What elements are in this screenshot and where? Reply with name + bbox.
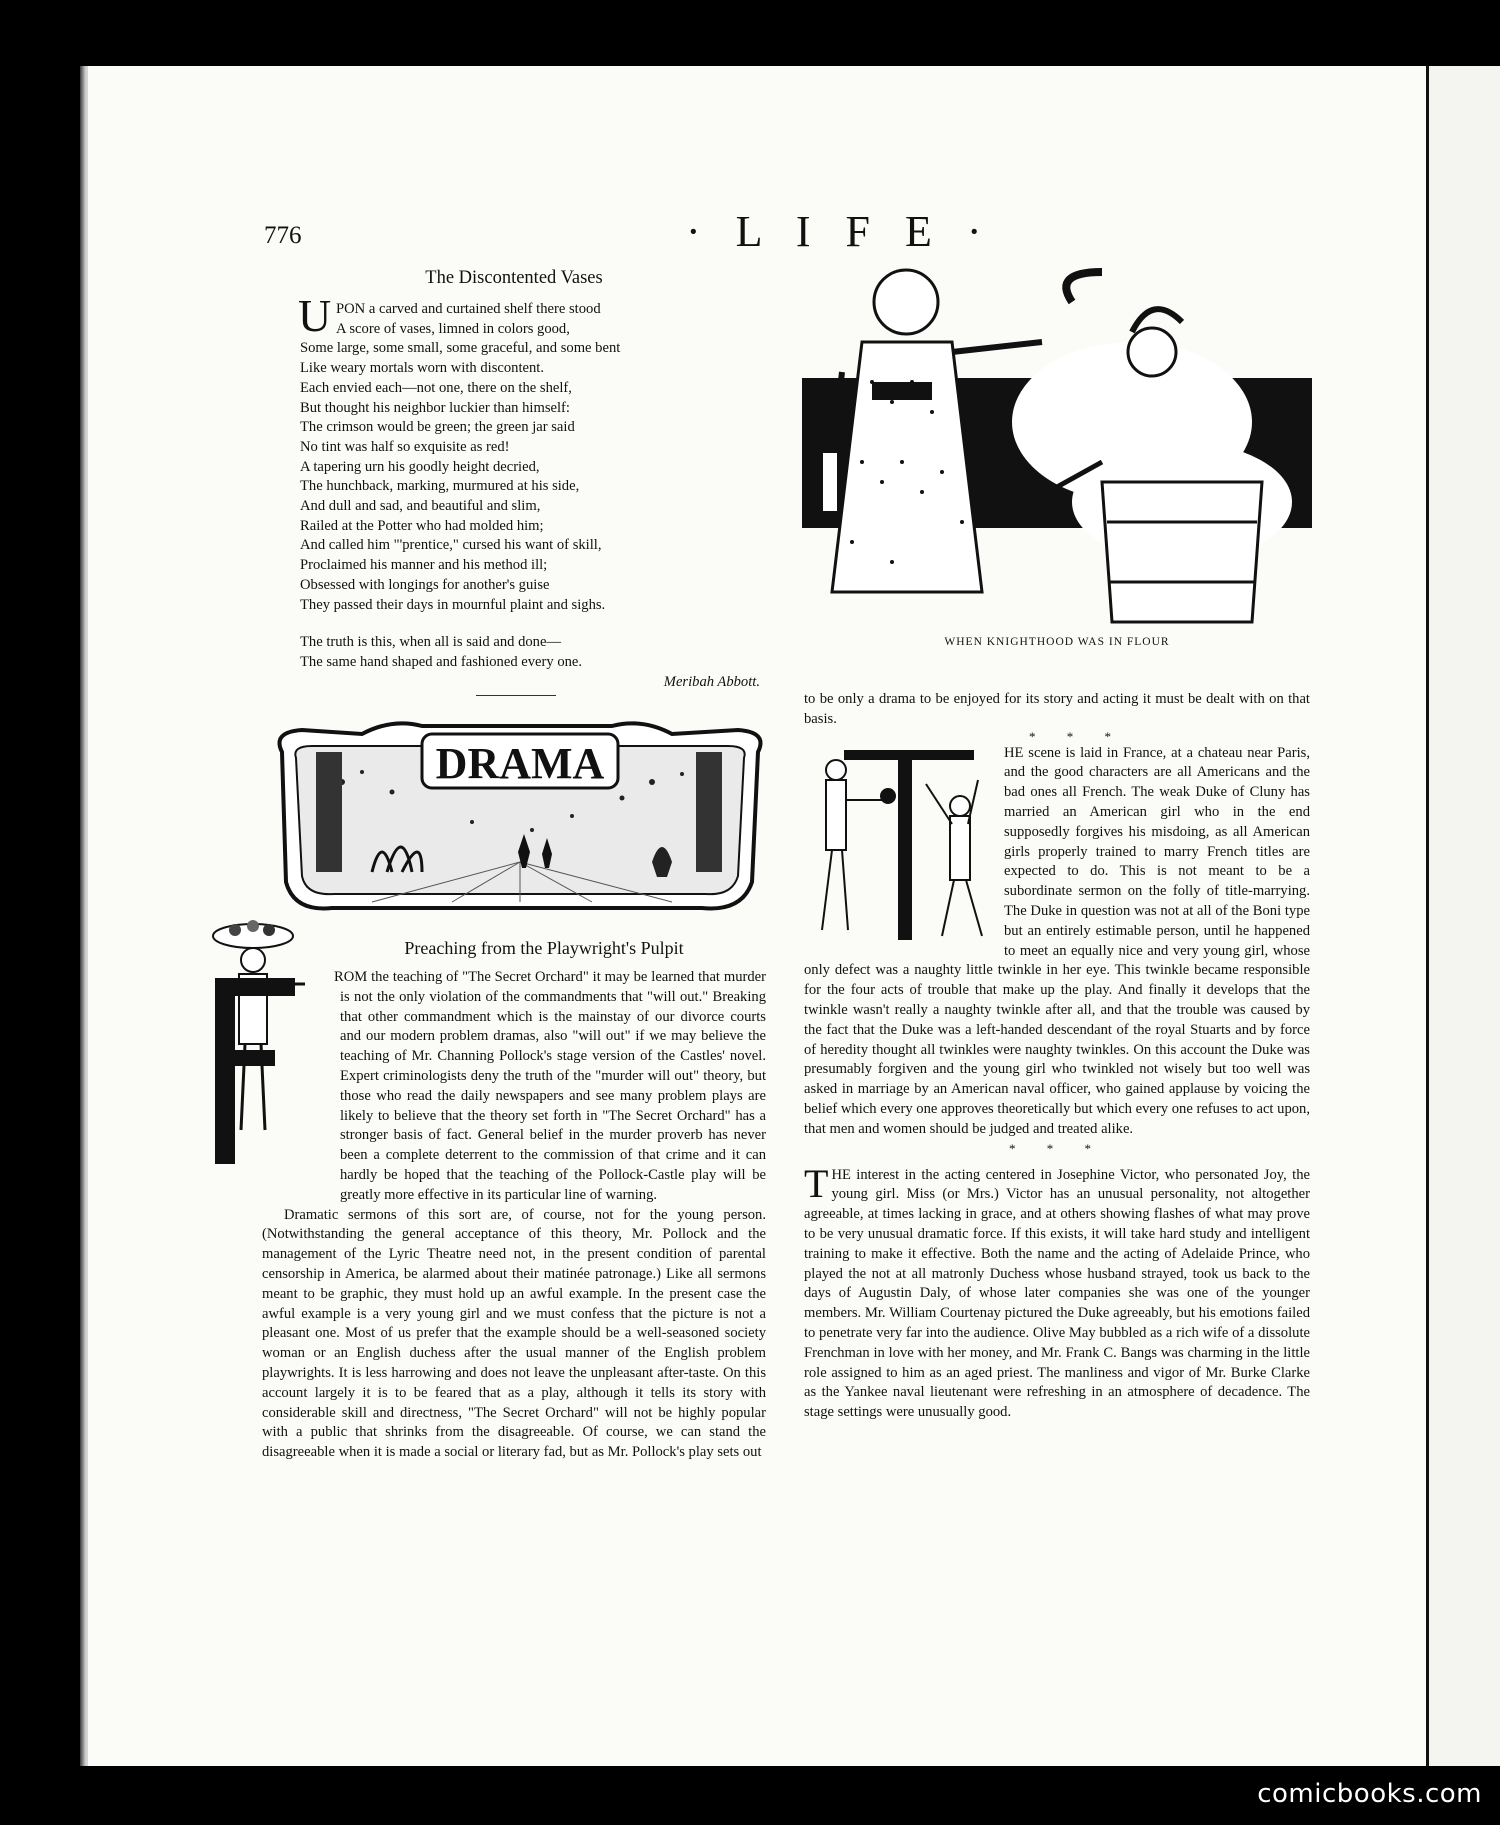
article-paragraph: HE scene is laid in France, at a chateau near Paris, and the good characters are all Americans and the bad ones all French. The weak Duke of Cluny has married an American girl who in the end supposedly forgives his misdoing, as all American girls properly trained to marry French titles are expected to do. This is not meant to be a subordinate sermon on the folly of title-marrying. The Duke in question was not at all of the Boni type but an entirely estimable person, until he happened to meet an equally nice and very young girl, whose only defect was a naughty little twinkle in her eye. This twinkle became responsible for the four acts of trouble that make up the play. And finally it develops that the twinkle wasn't really a naughty twinkle after all, and that the trouble was caused by the fact that the Duke was a left-handed descendant of the royal Stuarts and by force of heredity thought all twinkles were naughty twinkles. On this account the Duke was presumably forgiven and the young girl who twinkled not wisely but too well was asked in marriage by an American naval officer, who gained applause by voicing the belief which every one approves theoretically but which every one refuses to act upon, that men and women should be judged and treated alike. xyxy=(804,744,1310,1137)
article-paragraph: ROM the teaching of "The Secret Orchard" it may be learned that murder is not the only violation of the commandments that "will out." Breaking that other commandment which is the mainstay of our divorce courts and our modern problem dramas, also "will out" if we may believe the teaching of Mr. Channing Pollock's stage version of the Castles' novel. Expert criminologists deny the truth of the "murder will out" theory, but those who read the daily newspapers and see many problem plays are likely to believe that the theory set forth in "The Secret Orchard" has a stronger basis of fact. General belief in the murder proverb has never been a complete deterrent to the commission of that crime and it can hardly be hoped that the teaching of the Pollock-Castle play will be greatly more effective in its particular line of warning. xyxy=(334,969,766,1203)
poem-line: Some large, some small, some graceful, and some bent xyxy=(300,340,621,357)
knighthood-cartoon-illustration xyxy=(802,262,1312,628)
drop-cap-t2: T xyxy=(804,1160,829,1206)
section-break: * * * xyxy=(1009,1140,1105,1156)
article-paragraph: Dramatic sermons of this sort are, of course, not for the young person. (Notwithstanding the general acceptance of this theory, Mr. Pollock and the management of the Lyric Theatre need not, in the present condition of parental censorship in America, be alarmed about their matinée patronage.) Like all sermons meant to be graphic, they must hold up an awful example. In the present case the awful example is a very young girl and we must confess that the picture is not a pleasant one. Most of us prefer that the example should be a well-seasoned society woman or an English duchess after the usual manner of the English problem playwrights. It is less harrowing and does not leave the unpleasant after-taste. On this account largely it is to be feared that as a play, although it tells its story with considerable skill and directness, "The Secret Orchard" will not be highly popular with a public that shrinks from the disagreeable. Of course, we can stand the disagreeable when it is made a social or literary fad, but as Mr. Pollock's play sets out xyxy=(262,1206,766,1461)
poem-line: Each envied each—not one, there on the shelf, xyxy=(300,379,572,396)
poem-line: Proclaimed his manner and his method ill; xyxy=(300,557,548,574)
poem-line: Railed at the Potter who had molded him; xyxy=(300,517,544,534)
poem-line: The hunchback, marking, murmured at his side, xyxy=(300,478,580,495)
masthead: · L I F E · xyxy=(686,207,994,256)
article-paragraph: HE interest in the acting centered in Josephine Victor, who personated Joy, the young girl. Miss (or Mrs.) Victor has an unusual personality, not altogether agreeable, at times lacking in grace, and at others showing flashes of what may prove to be very unusual dramatic force. If this exists, it will take hard study and intelligent training to make it effective. Both the name and the acting of Adelaide Prince, who played the not at all matronly Duchess whose husband strayed, took us back to the days of Augustin Daly, of whose later companies she was one of the younger members. Mr. William Courtenay pictured the Duke agreeably, but his emotions failed to penetrate very far into the audience. Olive May bubbled as a rich wife of a dissolute Frenchman in love with her money, and Mr. Frank C. Bangs was charming in the little role assigned to him as an aged priest. The manliness and vigor of Mr. Burke Clarke as the Yankee naval lieutenant were refreshing in an atmosphere of decadence. The stage settings were unusually good. xyxy=(804,1166,1310,1421)
next-page-edge xyxy=(1426,66,1500,1766)
poem-line: The crimson would be green; the green jar said xyxy=(300,419,575,436)
poem-line: Like weary mortals worn with discontent. xyxy=(300,360,544,377)
cartoon-caption: WHEN KNIGHTHOOD WAS IN FLOUR xyxy=(944,636,1170,648)
poem-line: PON a carved and curtained shelf there stood xyxy=(336,301,601,317)
poem-line: A score of vases, limned in colors good, xyxy=(336,320,570,337)
poem-line: They passed their days in mournful plaint and sighs. xyxy=(300,596,606,613)
poem-line: And called him "'prentice," cursed his want of skill, xyxy=(300,537,602,554)
drama-banner-illustration xyxy=(272,712,768,926)
drama-banner-title: DRAMA xyxy=(435,739,605,788)
article-left-column xyxy=(262,968,766,1598)
poem-drop-cap: U xyxy=(298,290,332,341)
poem-line: And dull and sad, and beautiful and slim, xyxy=(300,498,541,515)
poem-body xyxy=(300,300,760,673)
article-right-column xyxy=(804,690,1310,1423)
poem-line: But thought his neighbor luckier than himself: xyxy=(300,399,570,416)
poem-title: The Discontented Vases xyxy=(425,268,603,288)
poem-author: Meribah Abbott. xyxy=(663,674,760,690)
poem-line: The same hand shaped and fashioned every one. xyxy=(300,653,583,670)
poem-line: The truth is this, when all is said and done— xyxy=(300,634,562,651)
poem-line: A tapering urn his goodly height decried, xyxy=(300,458,540,475)
section-break: * * * xyxy=(1029,728,1125,744)
poem-line: Obsessed with longings for another's guise xyxy=(300,576,550,593)
divider xyxy=(476,695,556,696)
page-number: 776 xyxy=(264,222,302,249)
article-paragraph: to be only a drama to be enjoyed for its story and acting it must be dealt with on that basis. xyxy=(804,691,1310,727)
article-title: Preaching from the Playwright's Pulpit xyxy=(404,938,684,958)
poem-line: No tint was half so exquisite as red! xyxy=(300,438,510,455)
watermark: comicbooks.com xyxy=(1257,1779,1482,1809)
